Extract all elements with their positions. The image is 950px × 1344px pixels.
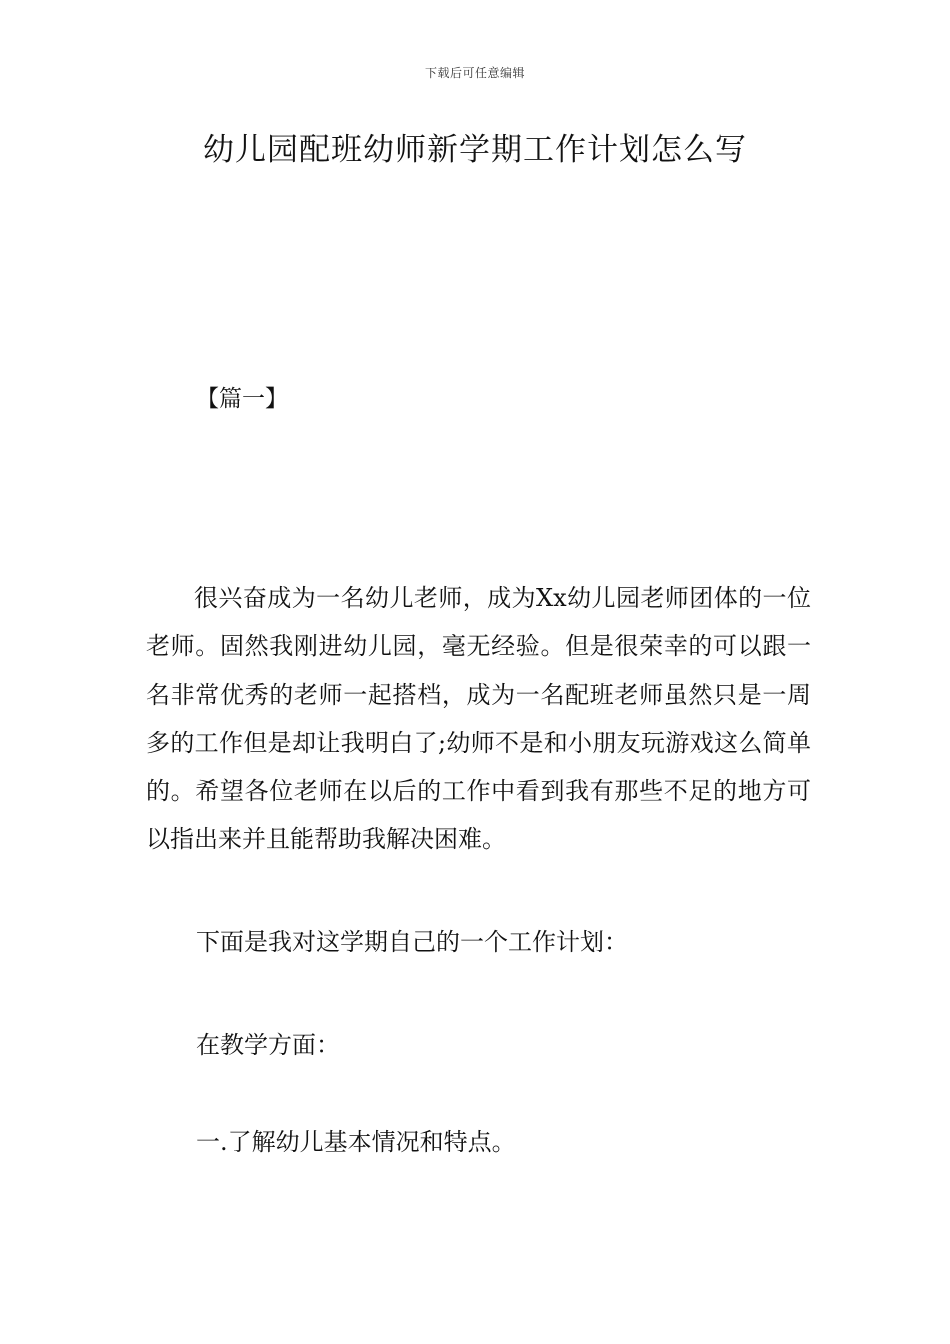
section-label: 【篇一】 [196, 386, 288, 412]
header-note: 下载后可任意编辑 [424, 66, 525, 80]
list-item-1: 一.了解幼儿基本情况和特点。 [196, 1128, 516, 1156]
intro-paragraph: 很兴奋成为一名幼儿老师，成为Xx幼儿园老师团体的一位老师。固然我刚进幼儿园，毫无经验。但是很荣幸的可以跟一名非常优秀的老师一起搭档，成为一名配班老师虽然只是一周多的工作但是却让我明白了;幼师不是和小朋友玩游戏这么简单的。希望各位老师在以后的工作中看到我有那些不足的地方可以指出来并且能帮助我解决困难。 [146, 584, 811, 854]
teaching-heading: 在教学方面： [196, 1031, 340, 1059]
plan-intro-line: 下面是我对这学期自己的一个工作计划： [196, 928, 628, 956]
document-title: 幼儿园配班幼师新学期工作计划怎么写 [203, 132, 747, 168]
